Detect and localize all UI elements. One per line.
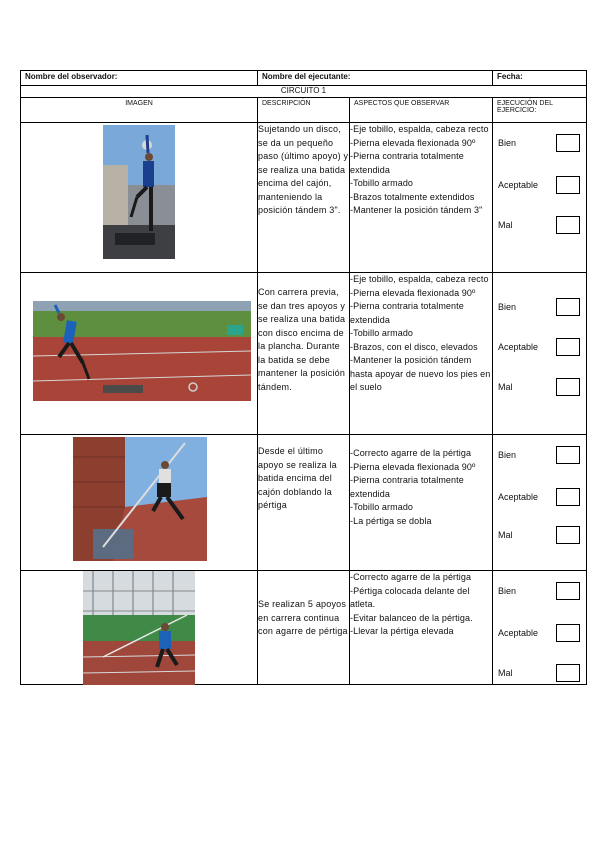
image-cell xyxy=(21,123,258,273)
execution-cell xyxy=(493,435,587,571)
column-header-row xyxy=(21,98,587,123)
date-label: Fecha: xyxy=(493,71,587,86)
aspect-item: -Brazos totalmente extendidos xyxy=(350,191,475,202)
option-label: Aceptable xyxy=(498,180,539,190)
option-label: Mal xyxy=(498,530,513,540)
option-label: Mal xyxy=(498,382,513,392)
aspect-item: -Correcto agarre de la pértiga xyxy=(350,572,472,582)
aspects-cell xyxy=(350,273,493,435)
option-aceptable xyxy=(498,623,580,643)
circuit-row xyxy=(21,86,587,98)
image-cell xyxy=(21,571,258,685)
column-aspects: ASPECTOS QUE OBSERVAR xyxy=(350,98,493,123)
aspect-item: -Correcto agarre de la pértiga xyxy=(350,448,472,458)
column-image: IMAGEN xyxy=(21,98,258,123)
option-aceptable xyxy=(498,337,580,357)
aceptable-checkbox[interactable] xyxy=(556,624,580,642)
mal-checkbox[interactable] xyxy=(556,664,580,682)
bien-checkbox[interactable] xyxy=(556,134,580,152)
image-cell xyxy=(21,435,258,571)
observer-label: Nombre del observador: xyxy=(21,71,258,86)
column-execution: EJECUCIÓN DEL EJERCICIO: xyxy=(493,98,587,123)
aspect-item: -Tobillo armado xyxy=(350,328,414,338)
aspect-item: -Mantener la posición tándem 3" xyxy=(350,205,483,215)
mal-checkbox[interactable] xyxy=(556,216,580,234)
option-label: Bien xyxy=(498,586,517,596)
option-mal xyxy=(498,215,580,235)
aceptable-checkbox[interactable] xyxy=(556,488,580,506)
option-label: Bien xyxy=(498,450,517,460)
execution-cell xyxy=(493,123,587,273)
description-cell: Se realizan 5 apoyos en carrera continua con agarre de pértiga xyxy=(258,571,350,685)
option-mal xyxy=(498,663,580,683)
aspect-item: -Pierna contraria totalmente extendida xyxy=(350,151,464,175)
description-cell: Desde el último apoyo se realiza la batida encima del cajón doblando la pértiga xyxy=(258,435,350,571)
aspect-item: -Eje tobillo, espalda, cabeza recto xyxy=(350,124,489,134)
aspect-item: -Pierna elevada flexionada 90º xyxy=(350,461,476,472)
option-mal xyxy=(498,377,580,397)
bien-checkbox[interactable] xyxy=(556,446,580,464)
option-label: Aceptable xyxy=(498,492,539,502)
aspect-item: -Pértiga colocada delante del atleta. xyxy=(350,585,470,609)
aspect-item: -Pierna elevada flexionada 90º xyxy=(350,137,476,148)
exercise-photo xyxy=(83,571,195,685)
description-cell: Sujetando un disco, se da un pequeño paso (último apoyo) y se realiza una batida encima del cajón, manteniendo la posición tándem 3". xyxy=(258,123,350,273)
option-bien xyxy=(498,133,580,153)
aspect-item: -Mantener la posición tándem hasta apoyar de nuevo los pies en el suelo xyxy=(350,355,491,392)
evaluation-sheet xyxy=(20,70,587,685)
exercise-photo xyxy=(103,125,175,259)
aceptable-checkbox[interactable] xyxy=(556,338,580,356)
circuit-title: CIRCUITO 1 xyxy=(21,86,587,98)
aspect-item: -Tobillo armado xyxy=(350,178,414,188)
execution-cell xyxy=(493,571,587,685)
exercise-row xyxy=(21,435,587,571)
exercise-row xyxy=(21,571,587,685)
executor-label: Nombre del ejecutante: xyxy=(258,71,493,86)
option-bien xyxy=(498,581,580,601)
option-label: Aceptable xyxy=(498,342,539,352)
aspect-item: -La pértiga se dobla xyxy=(350,515,432,526)
aspect-item: -Evitar balanceo de la pértiga. xyxy=(350,612,473,623)
aspects-cell xyxy=(350,123,493,273)
aspects-cell xyxy=(350,571,493,685)
option-label: Bien xyxy=(498,302,517,312)
exercise-photo xyxy=(73,437,207,561)
mal-checkbox[interactable] xyxy=(556,378,580,396)
aceptable-checkbox[interactable] xyxy=(556,176,580,194)
aspects-cell xyxy=(350,435,493,571)
description-cell: Con carrera previa, se dan tres apoyos y se realiza una batida con disco encima de la plancha. Durante la batida se debe mantener la posición tándem. xyxy=(258,273,350,435)
aspect-item: -Tobillo armado xyxy=(350,502,414,512)
mal-checkbox[interactable] xyxy=(556,526,580,544)
option-label: Aceptable xyxy=(498,628,539,638)
option-aceptable xyxy=(498,487,580,507)
aspect-item: -Eje tobillo, espalda, cabeza recto xyxy=(350,274,489,284)
option-bien xyxy=(498,297,580,317)
option-aceptable xyxy=(498,175,580,195)
aspect-item: -Pierna contraria totalmente extendida xyxy=(350,301,464,325)
aspect-item: -Llevar la pértiga elevada xyxy=(350,626,454,636)
bien-checkbox[interactable] xyxy=(556,298,580,316)
header-row xyxy=(21,71,587,86)
option-bien xyxy=(498,445,580,465)
column-description: DESCRIPCIÓN xyxy=(258,98,350,123)
aspect-item: -Brazos, con el disco, elevados xyxy=(350,341,478,352)
exercise-row xyxy=(21,273,587,435)
aspect-item: -Pierna elevada flexionada 90º xyxy=(350,287,476,298)
option-label: Bien xyxy=(498,138,517,148)
exercise-photo xyxy=(33,301,251,401)
option-mal xyxy=(498,525,580,545)
image-cell xyxy=(21,273,258,435)
option-label: Mal xyxy=(498,668,513,678)
bien-checkbox[interactable] xyxy=(556,582,580,600)
option-label: Mal xyxy=(498,220,513,230)
exercise-row xyxy=(21,123,587,273)
aspect-item: -Pierna contraria totalmente extendida xyxy=(350,475,464,499)
execution-cell xyxy=(493,273,587,435)
